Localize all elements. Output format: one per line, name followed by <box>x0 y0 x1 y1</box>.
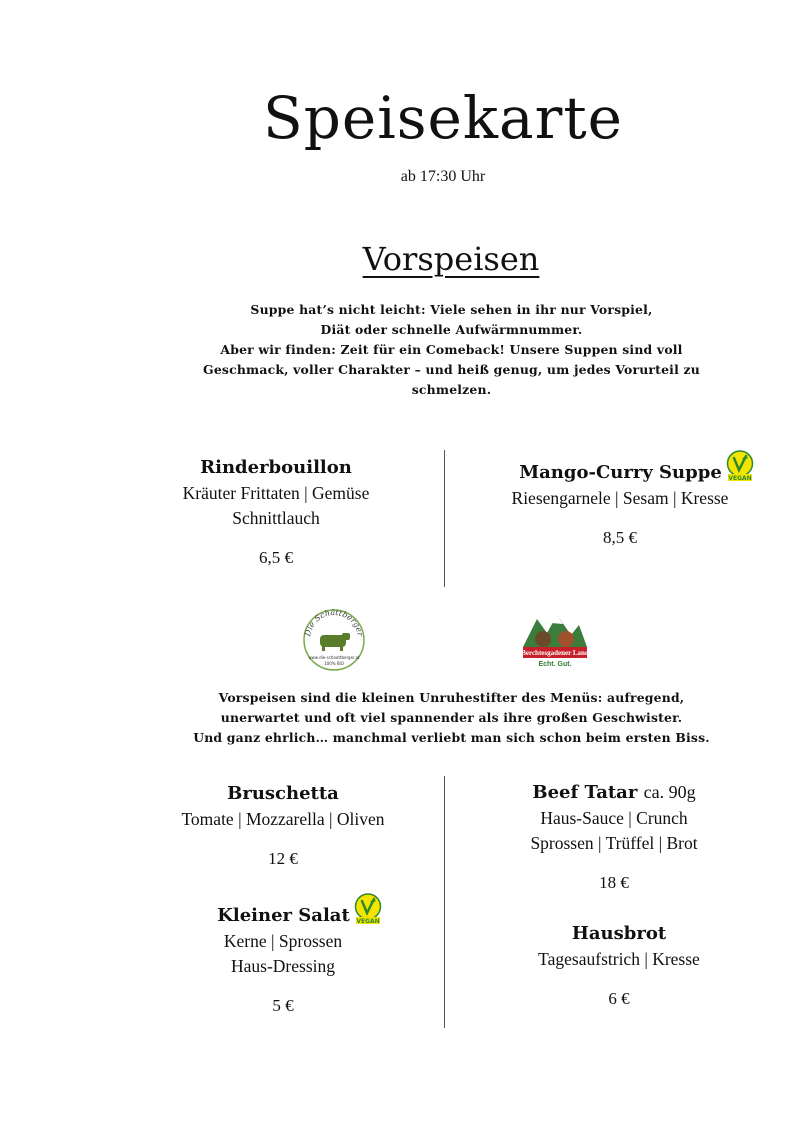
logo-text: Berchtesgadener Land <box>521 649 589 657</box>
dish-name: Kleiner Salat <box>217 905 350 926</box>
starter-intro <box>90 688 793 748</box>
dish-description-line: Tagesaufstrich | Kresse <box>538 949 700 969</box>
dish-price: 6 € <box>608 989 630 1008</box>
section-heading: Vorspeisen <box>362 240 540 278</box>
dish-bruschetta <box>133 781 433 870</box>
dish-description-line: Schnittlauch <box>232 508 320 528</box>
vegan-badge-label: VEGAN <box>356 918 380 925</box>
schaettberger-logo <box>302 607 366 673</box>
dish-name: Rinderbouillon <box>200 457 352 478</box>
intro-line: unerwartet und oft viel spannender als ihre großen Geschwister. <box>220 710 683 725</box>
berchtesgadener-land-logo <box>521 611 589 669</box>
intro-line: Vorspeisen sind die kleinen Unruhestifter des Menüs: aufregend, <box>218 690 685 705</box>
dish-description-line: Kerne | Sprossen <box>223 931 343 951</box>
column-divider <box>444 450 445 587</box>
intro-line: Diät oder schnelle Aufwärmnummer. <box>320 322 583 337</box>
dish-price: 12 € <box>268 849 298 868</box>
dish-price: 18 € <box>599 873 629 892</box>
column-divider <box>444 776 445 1028</box>
dish-name-row <box>470 450 770 486</box>
dish-price: 6,5 € <box>259 548 293 567</box>
dish-description-line: Tomate | Mozzarella | Oliven <box>181 809 385 829</box>
dish-description <box>469 947 769 972</box>
dish-description-line: Sprossen | Trüffel | Brot <box>530 833 698 853</box>
dish-price: 5 € <box>272 996 294 1015</box>
dish-description-line: Haus-Dressing <box>230 956 335 976</box>
dish-name-row <box>464 779 764 806</box>
dish-name-row <box>133 893 433 929</box>
soup-intro <box>100 300 793 400</box>
intro-line: Aber wir finden: Zeit für ein Comeback! Unsere Suppen sind voll <box>220 342 683 357</box>
dish-name: Beef Tatar <box>532 782 638 803</box>
intro-line: schmelzen. <box>411 382 492 397</box>
dish-quantity: ca. 90g <box>643 782 696 802</box>
intro-line: Und ganz ehrlich… manchmal verliebt man sich schon beim ersten Biss. <box>193 730 710 745</box>
intro-line: Suppe hat’s nicht leicht: Viele sehen in ihr nur Vorspiel, <box>250 302 653 317</box>
dish-description <box>464 806 764 856</box>
dish-name: Bruschetta <box>227 783 339 804</box>
dish-kleiner-salat <box>133 893 433 1017</box>
service-time: ab 17:30 Uhr <box>400 168 486 185</box>
dish-name: Hausbrot <box>571 923 667 944</box>
dish-description-line: Riesengarnele | Sesam | Kresse <box>511 488 729 508</box>
vegan-badge-icon <box>353 893 383 925</box>
dish-mango-curry-suppe <box>470 450 770 549</box>
logo-text: Die Schättberger <box>303 607 365 638</box>
dish-hausbrot <box>469 921 769 1010</box>
dish-description <box>133 807 433 832</box>
vegan-badge-icon <box>725 450 755 482</box>
page-title: Speisekarte <box>263 84 623 152</box>
intro-line: Geschmack, voller Charakter – und heiß genug, um jedes Vorurteil zu <box>203 362 700 377</box>
dish-description-line: Kräuter Frittaten | Gemüse <box>182 483 370 503</box>
logo-text: 100% BIO <box>324 661 344 666</box>
dish-description-line: Haus-Sauce | Crunch <box>540 808 688 828</box>
dish-beef-tatar <box>464 779 764 894</box>
dish-rinderbouillon <box>126 455 426 569</box>
logo-text: www.die-schaettberger.at <box>308 655 360 660</box>
dish-price: 8,5 € <box>603 528 637 547</box>
dish-description <box>133 929 433 979</box>
dish-description <box>126 481 426 531</box>
dish-description <box>470 486 770 511</box>
logo-text: Echt. Gut. <box>538 661 572 668</box>
dish-name: Mango-Curry Suppe <box>519 462 722 483</box>
vegan-badge-label: VEGAN <box>728 475 752 482</box>
